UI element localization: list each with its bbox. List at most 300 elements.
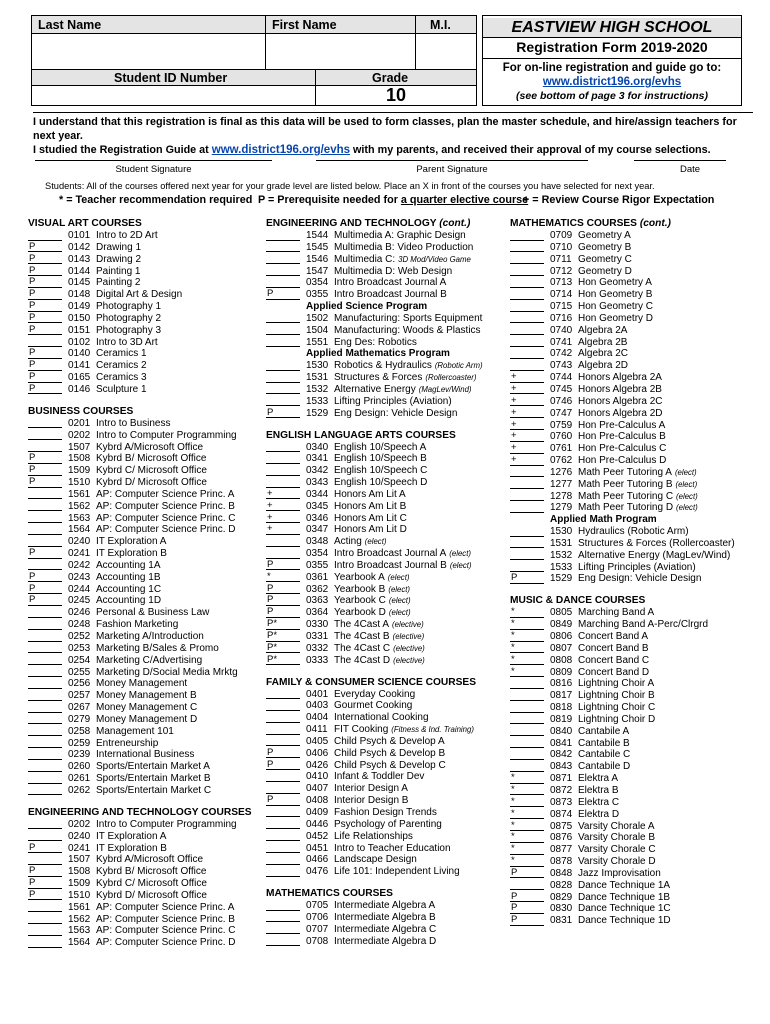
course-code: 1278 [550, 490, 573, 502]
course-select-blank[interactable]: * [266, 572, 300, 583]
course-select-blank[interactable]: P [28, 360, 62, 371]
course-select-blank[interactable]: P [28, 465, 62, 476]
course-code: 1529 [306, 407, 329, 419]
course-select-blank[interactable]: * [510, 655, 544, 666]
course-select-blank[interactable]: P [28, 242, 62, 253]
grade-label: Grade [372, 71, 409, 85]
course-name: Hon Geometry B [578, 289, 653, 301]
course-row [510, 702, 755, 714]
course-select-blank[interactable] [28, 667, 62, 678]
course-select-blank[interactable]: P [510, 903, 544, 914]
course-select-blank[interactable] [28, 831, 62, 842]
course-select-blank[interactable]: * [510, 773, 544, 784]
course-select-blank[interactable] [28, 501, 62, 512]
course-select-blank[interactable] [28, 761, 62, 772]
course-select-blank[interactable] [28, 690, 62, 701]
course-select-blank[interactable]: + [266, 501, 300, 512]
course-select-blank[interactable] [510, 348, 544, 359]
course-select-blank[interactable]: P [28, 372, 62, 383]
course-select-blank[interactable]: P [266, 408, 300, 419]
course-select-blank[interactable]: + [266, 513, 300, 524]
course-name: IT Exploration A [96, 830, 167, 842]
course-name: Gourmet Cooking [334, 700, 413, 712]
course-select-blank[interactable]: P [28, 843, 62, 854]
course-select-blank[interactable] [266, 912, 300, 923]
course-select-blank[interactable] [28, 337, 62, 348]
course-select-blank[interactable]: * [510, 607, 544, 618]
course-select-blank[interactable] [266, 277, 300, 288]
course-code: 0364 [306, 607, 329, 619]
course-select-blank[interactable] [510, 479, 544, 490]
course-select-blank[interactable] [28, 631, 62, 642]
course-select-blank[interactable] [266, 242, 300, 253]
course-code: 0708 [306, 935, 329, 947]
course-row [28, 572, 258, 584]
course-code: 1502 [306, 312, 329, 324]
course-select-blank[interactable]: * [510, 797, 544, 808]
course-select-blank[interactable]: P [266, 289, 300, 300]
course-code: 0331 [306, 631, 329, 642]
course-row [510, 502, 755, 514]
course-select-blank[interactable] [266, 337, 300, 348]
course-row [266, 289, 506, 301]
course-select-blank[interactable]: + [510, 420, 544, 431]
course-select-blank[interactable]: P [28, 313, 62, 324]
course-select-blank[interactable]: * [510, 785, 544, 796]
course-code: 1510 [68, 477, 91, 489]
section-title-mathematics-courses [510, 218, 755, 230]
course-name: Sports/Entertain Market A [96, 761, 210, 773]
course-select-blank[interactable]: P [28, 254, 62, 265]
course-row [28, 619, 258, 631]
course-select-blank[interactable] [28, 914, 62, 925]
course-name: Accounting 1D [96, 595, 162, 607]
course-select-blank[interactable] [510, 761, 544, 772]
course-select-blank[interactable] [510, 242, 544, 253]
course-row [266, 230, 506, 242]
course-select-blank[interactable] [28, 442, 62, 453]
course-select-blank[interactable] [28, 560, 62, 571]
course-select-blank[interactable] [266, 325, 300, 336]
course-name: Alternative Energy [334, 383, 416, 395]
course-select-blank[interactable] [28, 655, 62, 666]
course-select-blank[interactable] [28, 714, 62, 725]
course-select-blank[interactable] [28, 937, 62, 948]
course-select-blank[interactable] [266, 819, 300, 830]
course-select-blank[interactable] [510, 254, 544, 265]
course-name: Intro to 2D Art [96, 230, 158, 241]
course-select-blank[interactable]: * [510, 856, 544, 867]
course-select-blank[interactable]: P [28, 595, 62, 606]
course-select-blank[interactable]: P [266, 748, 300, 759]
course-select-blank[interactable]: P [28, 878, 62, 889]
course-code: 0805 [550, 607, 573, 619]
course-select-blank[interactable] [266, 453, 300, 464]
course-select-blank[interactable]: P [28, 266, 62, 277]
guide-url-link[interactable]: www.district196.org/evhs [211, 144, 351, 156]
course-code: 0248 [68, 619, 91, 631]
course-code: 0740 [550, 324, 573, 336]
course-select-blank[interactable] [510, 337, 544, 348]
course-row [266, 572, 506, 584]
course-name: Fashion Design Trends [334, 806, 437, 818]
section-title-text: ENGINEERING AND TECHNOLOGY COURSES [28, 806, 252, 818]
course-select-blank[interactable]: P [28, 477, 62, 488]
date-line[interactable] [634, 160, 726, 161]
course-select-blank[interactable] [266, 724, 300, 735]
course-code: 0342 [306, 465, 329, 477]
course-code: 0807 [550, 642, 573, 654]
course-select-blank[interactable] [266, 866, 300, 877]
course-row [510, 880, 755, 892]
course-select-blank[interactable]: P [28, 572, 62, 583]
course-row [266, 242, 506, 254]
course-code: 0710 [550, 241, 573, 253]
course-select-blank[interactable] [266, 854, 300, 865]
course-select-blank[interactable] [266, 384, 300, 395]
course-select-blank[interactable]: * [510, 619, 544, 630]
course-select-blank[interactable] [266, 477, 300, 488]
course-name: Geometry D [578, 265, 632, 277]
section-title-text: FAMILY & CONSUMER SCIENCE COURSES [266, 676, 477, 688]
course-row [266, 712, 506, 724]
course-select-blank[interactable]: P* [266, 655, 300, 666]
course-select-blank[interactable] [510, 702, 544, 713]
course-select-blank[interactable] [510, 738, 544, 749]
course-code: 0149 [68, 301, 91, 313]
course-row [510, 254, 755, 266]
course-select-blank[interactable]: + [266, 524, 300, 535]
course-select-blank[interactable] [28, 607, 62, 618]
course-select-blank[interactable]: * [510, 643, 544, 654]
parent-signature-line[interactable] [316, 160, 588, 161]
course-select-blank[interactable] [266, 700, 300, 711]
course-code: 0241 [68, 842, 91, 854]
course-select-blank[interactable] [266, 924, 300, 935]
course-code: 0742 [550, 348, 573, 360]
course-select-blank[interactable] [510, 562, 544, 573]
course-select-blank[interactable] [510, 230, 544, 241]
course-select-blank[interactable]: + [510, 396, 544, 407]
course-select-blank[interactable]: P [28, 348, 62, 359]
course-select-blank[interactable]: + [510, 372, 544, 383]
course-code: 1533 [550, 561, 573, 573]
course-select-blank[interactable] [28, 619, 62, 630]
course-name: Child Psych & Develop B [334, 747, 446, 759]
course-select-blank[interactable] [510, 678, 544, 689]
course-select-blank[interactable] [28, 702, 62, 713]
course-row [28, 749, 258, 761]
course-code: 0267 [68, 702, 91, 714]
course-code: 0241 [68, 548, 91, 560]
course-code: 0818 [550, 702, 573, 714]
course-name: Management 101 [96, 725, 174, 737]
course-name: Cantabile B [578, 737, 630, 749]
course-select-blank[interactable] [28, 418, 62, 429]
course-select-blank[interactable] [266, 548, 300, 559]
course-select-blank[interactable] [266, 230, 300, 241]
course-name: AP: Computer Science Princ. B [96, 913, 235, 925]
course-select-blank[interactable]: P [266, 607, 300, 618]
course-row [28, 714, 258, 726]
course-select-blank[interactable] [266, 396, 300, 407]
course-select-blank[interactable] [266, 771, 300, 782]
course-note: (elective) [392, 620, 424, 630]
course-select-blank[interactable]: P [266, 760, 300, 771]
course-select-blank[interactable]: P [510, 868, 544, 879]
course-select-blank[interactable] [510, 491, 544, 502]
course-select-blank[interactable]: * [510, 809, 544, 820]
course-name: Yearbook A [334, 571, 385, 583]
course-select-blank[interactable] [266, 736, 300, 747]
course-select-blank[interactable] [266, 843, 300, 854]
course-name: Money Management [96, 678, 188, 690]
course-note: (elect) [388, 584, 411, 594]
course-select-blank[interactable]: P* [266, 631, 300, 642]
course-select-blank[interactable]: P [266, 595, 300, 606]
online-url-link[interactable]: www.district196.org/evhs [542, 76, 682, 88]
course-select-blank[interactable] [266, 465, 300, 476]
date-label: Date [679, 164, 701, 175]
course-code: 1532 [306, 383, 329, 395]
course-select-blank[interactable]: P [510, 892, 544, 903]
statement-line-2 [33, 143, 753, 157]
course-select-blank[interactable]: P [266, 795, 300, 806]
course-code: 1510 [68, 889, 91, 901]
student-signature-line[interactable] [35, 160, 272, 161]
course-row [266, 384, 506, 396]
course-code: 0260 [68, 761, 91, 773]
section-title-text: VISUAL ART COURSES [28, 218, 142, 229]
course-select-blank[interactable] [510, 749, 544, 760]
course-code: 1561 [68, 901, 91, 913]
course-select-blank[interactable]: P [28, 584, 62, 595]
section-title-cont: (cont.) [639, 218, 671, 229]
course-select-blank[interactable] [510, 467, 544, 478]
course-select-blank[interactable] [28, 749, 62, 760]
course-note: (Fitness & Ind. Training) [391, 725, 474, 735]
course-select-blank[interactable] [266, 936, 300, 947]
section-title-text: ENGLISH LANGUAGE ARTS COURSES [266, 429, 456, 441]
legend-teacher-rec: * = Teacher recommendation required [59, 194, 253, 206]
course-name: English 10/Speech B [334, 453, 427, 465]
course-select-blank[interactable] [266, 360, 300, 371]
course-select-blank[interactable] [510, 277, 544, 288]
course-select-blank[interactable] [510, 526, 544, 537]
course-row [28, 761, 258, 773]
course-select-blank[interactable] [266, 266, 300, 277]
course-select-blank[interactable] [510, 550, 544, 561]
online-note: (see bottom of page 3 for instructions) [516, 90, 708, 102]
course-code: 0143 [68, 253, 91, 265]
course-code: 0877 [550, 844, 573, 856]
course-row [510, 467, 755, 479]
course-select-blank[interactable] [28, 524, 62, 535]
course-select-blank[interactable]: P [28, 548, 62, 559]
course-select-blank[interactable]: + [510, 431, 544, 442]
course-select-blank[interactable]: * [510, 667, 544, 678]
course-select-blank[interactable] [266, 254, 300, 265]
course-name: Honors Algebra 2A [578, 372, 662, 384]
course-row [28, 360, 258, 372]
course-select-blank[interactable]: P [28, 289, 62, 300]
section-title-text: ENGINEERING AND TECHNOLOGY [266, 218, 437, 229]
course-select-blank[interactable] [510, 538, 544, 549]
course-name: FIT Cooking [334, 724, 389, 736]
course-select-blank[interactable] [510, 502, 544, 513]
course-select-blank[interactable] [510, 714, 544, 725]
course-code: 0252 [68, 631, 91, 642]
course-select-blank[interactable]: * [510, 832, 544, 843]
course-select-blank[interactable] [28, 489, 62, 500]
course-select-blank[interactable]: P [266, 560, 300, 571]
course-row [510, 431, 755, 443]
course-select-blank[interactable] [28, 536, 62, 547]
course-name: Lightning Choir D [578, 713, 656, 725]
course-name: Kybrd D/ Microsoft Office [96, 477, 207, 489]
course-select-blank[interactable] [510, 360, 544, 371]
course-row [266, 936, 506, 948]
course-select-blank[interactable] [510, 726, 544, 737]
course-name: Marketing C/Advertising [96, 654, 203, 666]
course-name: Cantabile A [578, 725, 630, 737]
course-select-blank[interactable] [28, 902, 62, 913]
course-select-blank[interactable] [28, 785, 62, 796]
course-code: 0715 [550, 301, 573, 313]
course-select-blank[interactable] [266, 900, 300, 911]
course-select-blank[interactable] [28, 643, 62, 654]
course-select-blank[interactable]: * [510, 631, 544, 642]
course-name: Intro Broadcast Journal A [334, 277, 447, 289]
course-select-blank[interactable]: + [510, 384, 544, 395]
divider [483, 58, 741, 59]
course-select-blank[interactable] [28, 430, 62, 441]
course-select-blank[interactable]: * [510, 821, 544, 832]
course-row [28, 925, 258, 937]
course-code: 0202 [68, 429, 91, 441]
course-select-blank[interactable]: P [266, 584, 300, 595]
course-select-blank[interactable] [510, 880, 544, 891]
course-code: 0150 [68, 312, 91, 324]
course-select-blank[interactable]: * [510, 844, 544, 855]
course-select-blank[interactable]: + [266, 489, 300, 500]
course-row [510, 690, 755, 702]
course-row [266, 771, 506, 783]
course-select-blank[interactable]: P [28, 277, 62, 288]
course-select-blank[interactable] [266, 442, 300, 453]
course-select-blank[interactable] [266, 831, 300, 842]
course-select-blank[interactable] [266, 712, 300, 723]
course-row [510, 868, 755, 880]
course-code: 1530 [306, 360, 329, 372]
course-name: Multimedia C: [334, 253, 396, 265]
course-select-blank[interactable]: P [28, 890, 62, 901]
course-select-blank[interactable] [510, 313, 544, 324]
course-name: Manufacturing: Woods & Plastics [334, 324, 481, 336]
course-select-blank[interactable] [28, 925, 62, 936]
course-name: Landscape Design [334, 854, 417, 866]
course-code: 0343 [306, 477, 329, 489]
course-select-blank[interactable] [510, 289, 544, 300]
course-select-blank[interactable] [266, 536, 300, 547]
course-select-blank[interactable]: P [28, 453, 62, 464]
course-name: Lightning Choir B [578, 690, 655, 702]
course-code: 0140 [68, 348, 91, 360]
course-select-blank[interactable]: P [28, 325, 62, 336]
course-row [510, 443, 755, 455]
course-row [28, 442, 258, 454]
course-select-blank[interactable] [28, 773, 62, 784]
course-select-blank[interactable]: P [28, 866, 62, 877]
course-code: 0817 [550, 690, 573, 702]
course-name: Concert Band B [578, 642, 649, 654]
course-row [28, 418, 258, 430]
course-select-blank[interactable] [28, 513, 62, 524]
course-row [510, 655, 755, 667]
section-title-engineering-and-technology-courses [28, 807, 258, 819]
course-code: 1564 [68, 937, 91, 949]
course-note: (elect) [676, 491, 698, 501]
course-select-blank[interactable] [28, 738, 62, 749]
course-select-blank[interactable]: + [510, 443, 544, 454]
course-select-blank[interactable]: + [510, 408, 544, 419]
course-row [266, 689, 506, 701]
grade-header [316, 69, 476, 86]
course-select-blank[interactable] [510, 266, 544, 277]
course-row [266, 866, 506, 878]
course-select-blank[interactable] [28, 819, 62, 830]
course-select-blank[interactable] [28, 726, 62, 737]
course-name: Drawing 2 [96, 253, 142, 265]
course-select-blank[interactable]: P* [266, 643, 300, 654]
course-select-blank[interactable] [510, 301, 544, 312]
student-id-field[interactable] [32, 86, 316, 105]
course-name: Kybrd B/ Microsoft Office [96, 453, 207, 465]
course-row [510, 821, 755, 833]
instructions-text: Students: All of the courses offered next year for your grade level are listed below. Place an X in front of the courses you have selected for next year. [45, 181, 655, 191]
course-select-blank[interactable]: P [510, 915, 544, 926]
course-row [510, 230, 755, 242]
course-note: (elect) [387, 572, 410, 582]
course-code: 0363 [306, 595, 329, 607]
course-name: Math Peer Tutoring C [578, 490, 674, 502]
course-select-blank[interactable]: P* [266, 619, 300, 630]
course-code: 0202 [68, 818, 91, 830]
course-select-blank[interactable]: P [510, 573, 544, 584]
course-select-blank[interactable] [266, 783, 300, 794]
course-code: 0712 [550, 265, 573, 277]
course-select-blank[interactable]: P [28, 301, 62, 312]
course-select-blank[interactable]: P [28, 384, 62, 395]
course-select-blank[interactable] [28, 678, 62, 689]
course-name: AP: Computer Science Princ. C [96, 925, 236, 937]
course-select-blank[interactable] [266, 689, 300, 700]
course-select-blank[interactable]: + [510, 455, 544, 466]
course-row [510, 643, 755, 655]
course-select-blank[interactable] [28, 230, 62, 241]
course-select-blank[interactable] [266, 372, 300, 383]
course-row [266, 607, 506, 619]
course-code: 0714 [550, 289, 573, 301]
statement-pre: I studied the Registration Guide at [33, 144, 212, 156]
course-select-blank[interactable] [510, 325, 544, 336]
course-name: Algebra 2B [578, 336, 628, 348]
course-select-blank[interactable] [28, 854, 62, 865]
course-select-blank[interactable] [266, 313, 300, 324]
course-code: 0243 [68, 571, 91, 583]
course-select-blank[interactable] [266, 807, 300, 818]
course-select-blank[interactable] [510, 690, 544, 701]
